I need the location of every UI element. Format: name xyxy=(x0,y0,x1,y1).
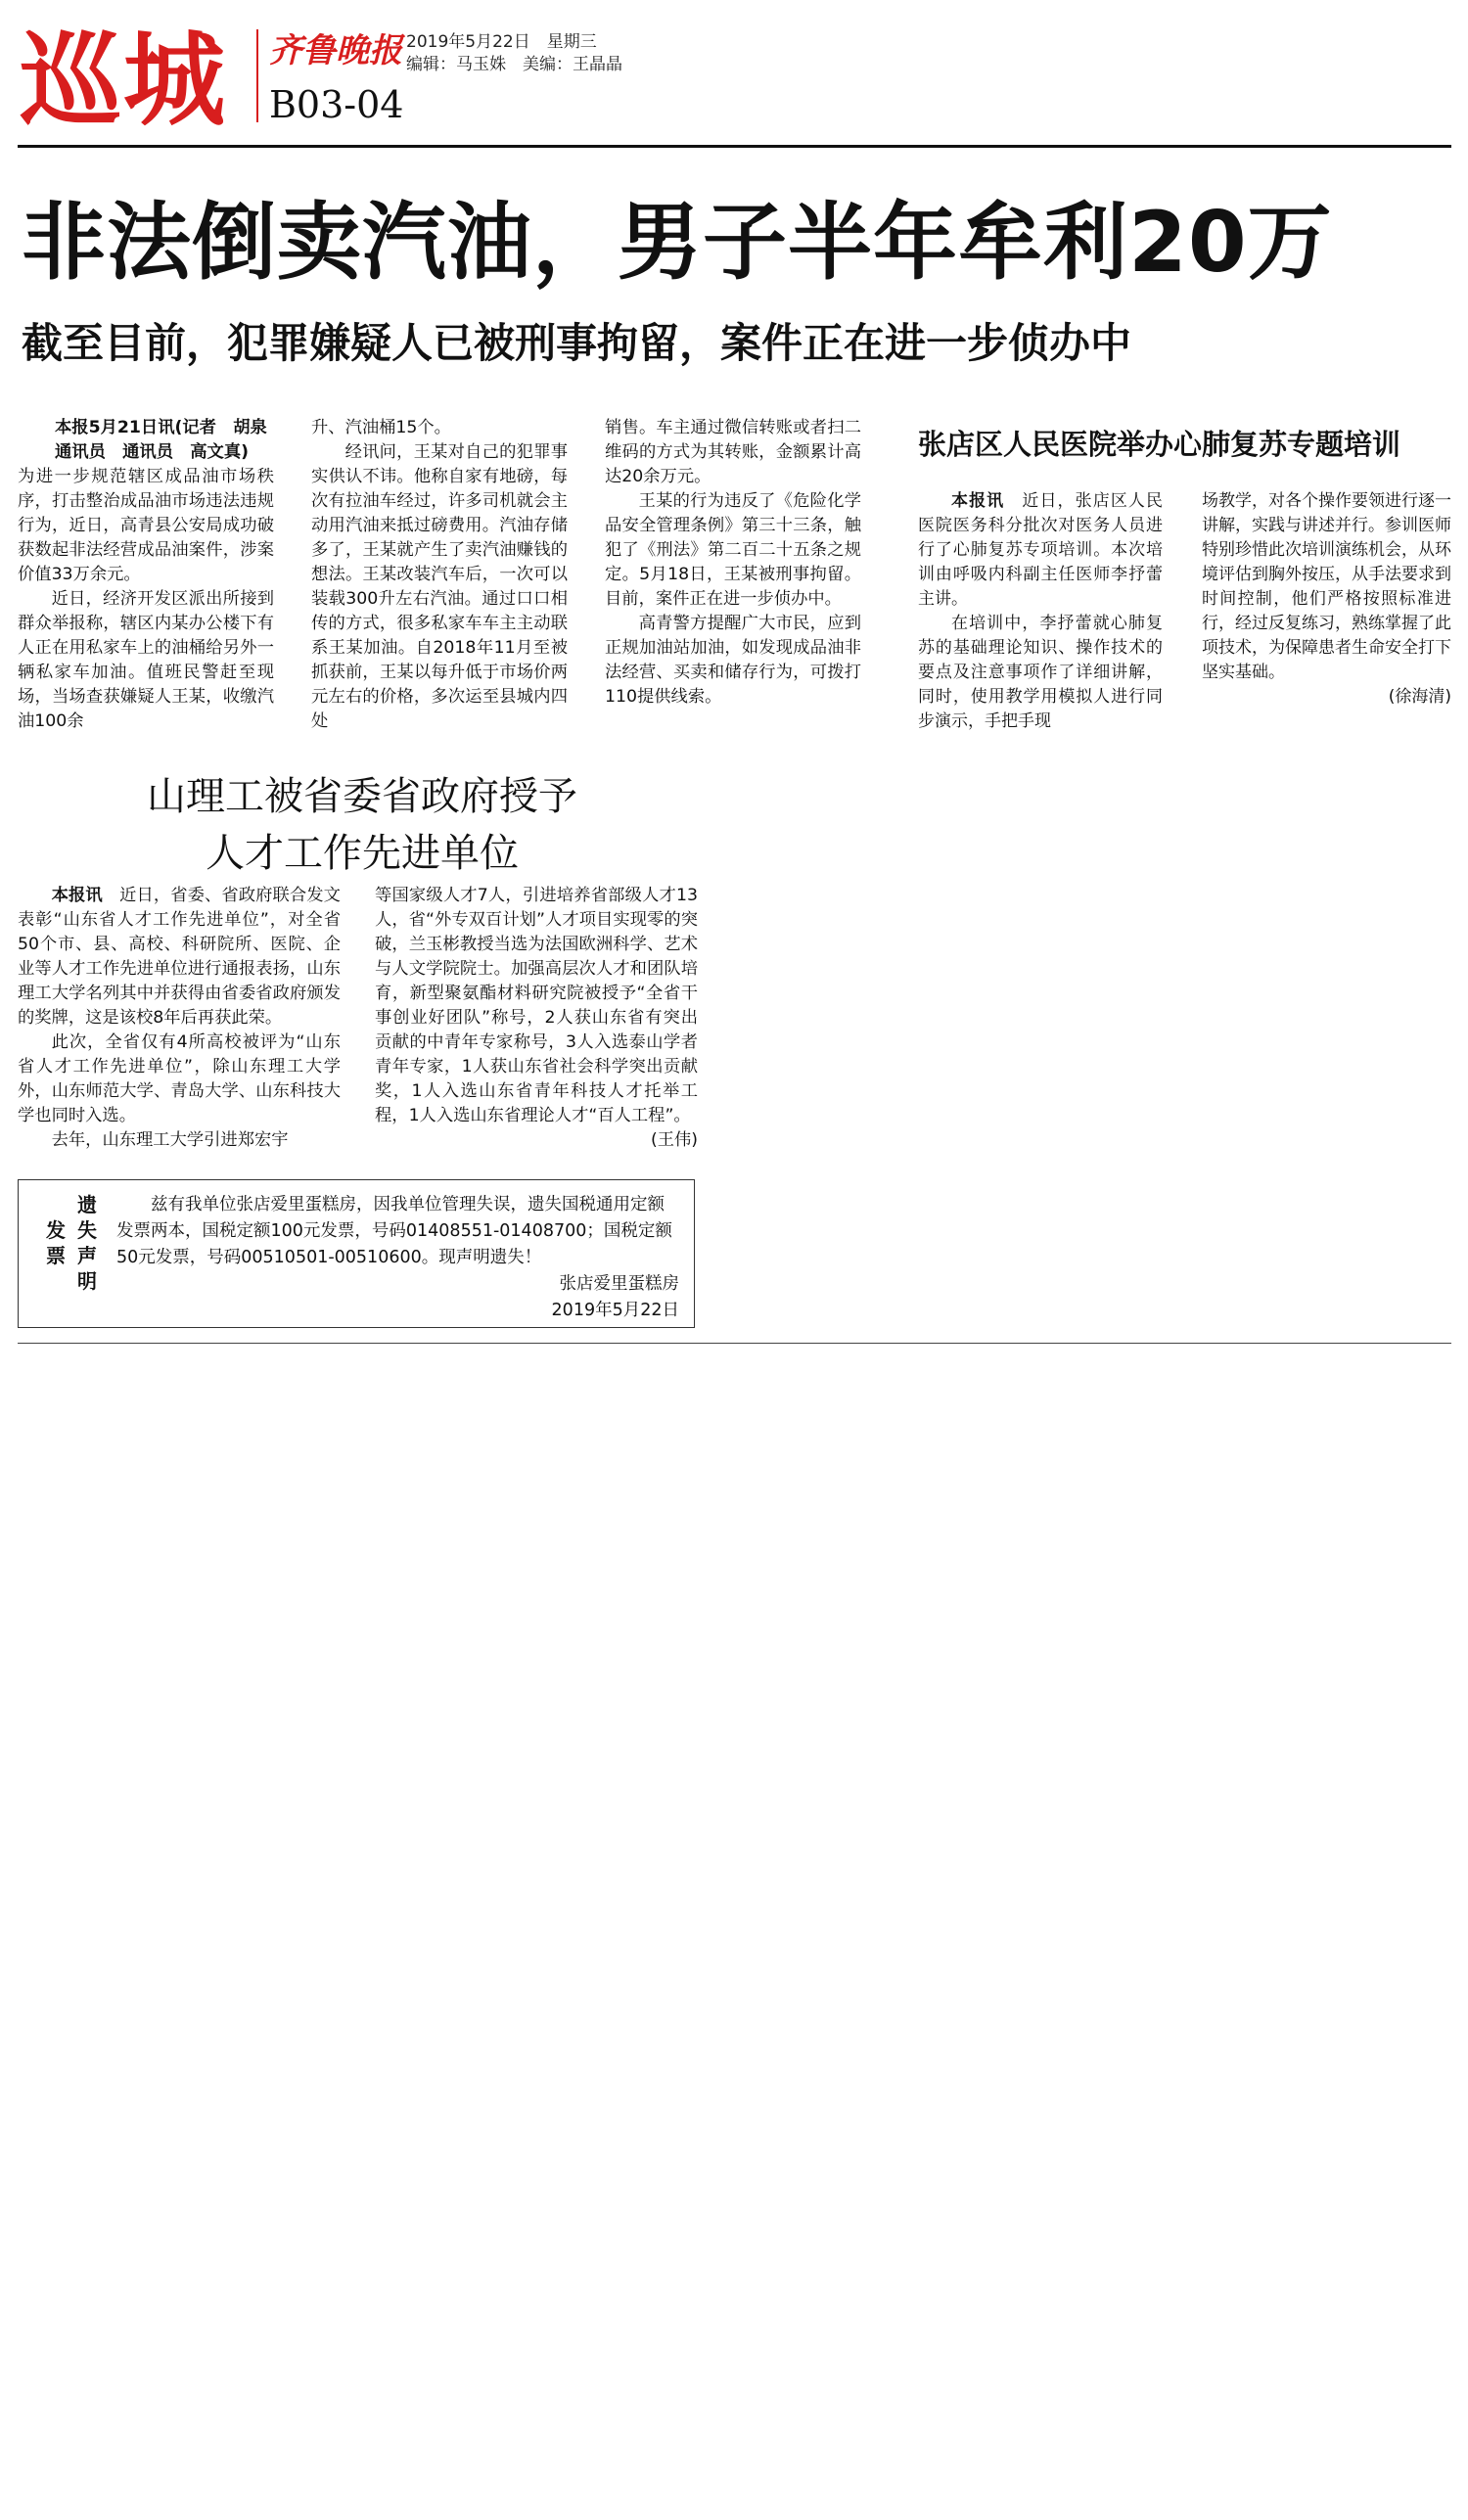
byline-line-1: 本报5月21日讯(记者 胡泉 xyxy=(55,418,267,437)
notice-label-invoice: 发 票 xyxy=(46,1218,66,1267)
page-number: B03-04 xyxy=(269,83,404,126)
paragraph: 王某的行为违反了《危险化学品安全管理条例》第三十三条，触犯了《刑法》第二百二十五条之规定。5月18日，王某被刑事拘留。目前，案件正在进一步侦办中。 xyxy=(605,491,861,609)
main-story-column-2 xyxy=(311,416,568,734)
lost-invoice-notice xyxy=(18,1179,695,1328)
paragraph: 等国家级人才7人，引进培养省部级人才13人，省“外专双百计划”人才项目实现零的突破，兰玉彬教授当选为法国欧洲科学、艺术与人文学院院士。加强高层次人才和团队培育，新型聚氨酯材料研究院被授予“全省干事创业好团队”称号，2人获山东省有突出贡献的中青年专家称号，3人入选泰山学者青年专家，1人获山东省社会科学突出贡献奖，1人入选山东省青年科技人才托举工程，1人入选山东省理论人才“百人工程”。 xyxy=(375,886,698,1125)
story2-title-line-1: 山理工被省委省政府授予 xyxy=(147,774,577,819)
paragraph: 升、汽油桶15个。 xyxy=(311,418,451,437)
paragraph: 近日，张店区人民医院医务科分批次对医务人员进行了心肺复苏专项培训。本次培训由呼吸内科副主任医师李抒蕾主讲。 xyxy=(918,491,1164,609)
side-story-column-1 xyxy=(918,489,1163,734)
side-story-column-2 xyxy=(1202,489,1451,710)
notice-text: 兹有我单位张店爱里蛋糕房，因我单位管理失误，遗失国税通用定额发票两本，国税定额100元发票，号码01408551-01408700；国税定额50元发票，号码00510501-00510600。现声明遗失！ xyxy=(116,1195,672,1267)
masthead-divider xyxy=(256,29,258,122)
story2-title xyxy=(59,768,665,882)
side-story-title: 张店区人民医院举办心肺复苏专题培训 xyxy=(918,428,1401,461)
issue-date: 2019年5月22日 星期三 xyxy=(406,32,597,52)
paragraph: 经讯问，王某对自己的犯罪事实供认不讳。他称自家有地磅，每次有拉油车经过，许多司机就会主动用汽油来抵过磅费用。汽油存储多了，王某就产生了卖汽油赚钱的想法。王某改装汽车后，一次可以装载300升左右汽油。通过口口相传的方式，很多私家车车主主动联系王某加油。自2018年11月至被抓获前，王某以每升低于市场价两元左右的价格，多次运至县城内四处 xyxy=(311,442,568,731)
side-story-lead: 本报讯 xyxy=(951,491,1005,511)
editors-credit: 编辑：马玉姝 美编：王晶晶 xyxy=(406,55,622,74)
paragraph: 此次，全省仅有4所高校被评为“山东省人才工作先进单位”，除山东理工大学外，山东师范大学、青岛大学、山东科技大学也同时入选。 xyxy=(18,1032,341,1125)
notice-label-vertical: 遗 失 声 明 xyxy=(77,1193,97,1293)
story2-column-1 xyxy=(18,884,341,1153)
paragraph: 去年，山东理工大学引进郑宏宇 xyxy=(51,1130,289,1150)
story2-lead: 本报讯 xyxy=(51,886,103,905)
notice-date: 2019年5月22日 xyxy=(551,1301,679,1320)
paragraph: 近日，省委、省政府联合发文表彰“山东省人才工作先进单位”，对全省50个市、县、高校、科研院所、医院、企业等人才工作先进单位进行通报表扬，山东理工大学名列其中并获得由省委省政府颁发的奖牌，这是该校8年后再获此荣。 xyxy=(18,886,341,1028)
paragraph: 场教学，对各个操作要领进行逐一讲解，实践与讲述并行。参训医师特别珍惜此次培训演练机会，从环境评估到胸外按压，从手法要求到时间控制，他们严格按照标准进行，经过反复练习，熟练掌握了此项技术，为保障患者生命安全打下坚实基础。 xyxy=(1202,491,1451,682)
main-story-column-1 xyxy=(18,416,274,734)
main-story-column-3 xyxy=(605,416,861,710)
paragraph: 近日，经济开发区派出所接到群众举报称，辖区内某办公楼下有人正在用私家车上的油桶给另外一辆私家车加油。值班民警赶至现场，当场查获嫌疑人王某，收缴汽油100余 xyxy=(18,589,274,731)
story2-title-line-2: 人才工作先进单位 xyxy=(206,831,519,876)
section-name: 巡城 xyxy=(20,21,228,140)
paragraph: 为进一步规范辖区成品油市场秩序，打击整治成品油市场违法违规行为，近日，高青县公安局成功破获数起非法经营成品油案件，涉案价值33万余元。 xyxy=(18,467,274,584)
story2-signature: (王伟) xyxy=(650,1130,698,1150)
newspaper-logo: 齐鲁晚报 xyxy=(269,31,402,70)
byline-line-2: 通讯员 通讯员 高文真) xyxy=(55,442,249,462)
paragraph: 在培训中，李抒蕾就心肺复苏的基础理论知识、操作技术的要点及注意事项作了详细讲解，同时，使用教学用模拟人进行同步演示，手把手现 xyxy=(918,614,1163,731)
notice-body xyxy=(116,1192,679,1324)
notice-signer: 张店爱里蛋糕房 xyxy=(559,1274,679,1294)
story2-column-2 xyxy=(375,884,698,1153)
main-subheadline: 截至目前，犯罪嫌疑人已被刑事拘留，案件正在进一步侦办中 xyxy=(22,319,1132,367)
main-headline: 非法倒卖汽油，男子半年牟利20万 xyxy=(22,194,1333,292)
content-bottom-rule xyxy=(18,1343,1451,1344)
side-story-signature: (徐海清) xyxy=(1388,687,1451,707)
masthead-rule xyxy=(18,145,1451,148)
paragraph: 销售。车主通过微信转账或者扫二维码的方式为其转账，金额累计高达20余万元。 xyxy=(605,418,861,486)
paragraph: 高青警方提醒广大市民，应到正规加油站加油，如发现成品油非法经营、买卖和储存行为，可拨打110提供线索。 xyxy=(605,614,861,707)
